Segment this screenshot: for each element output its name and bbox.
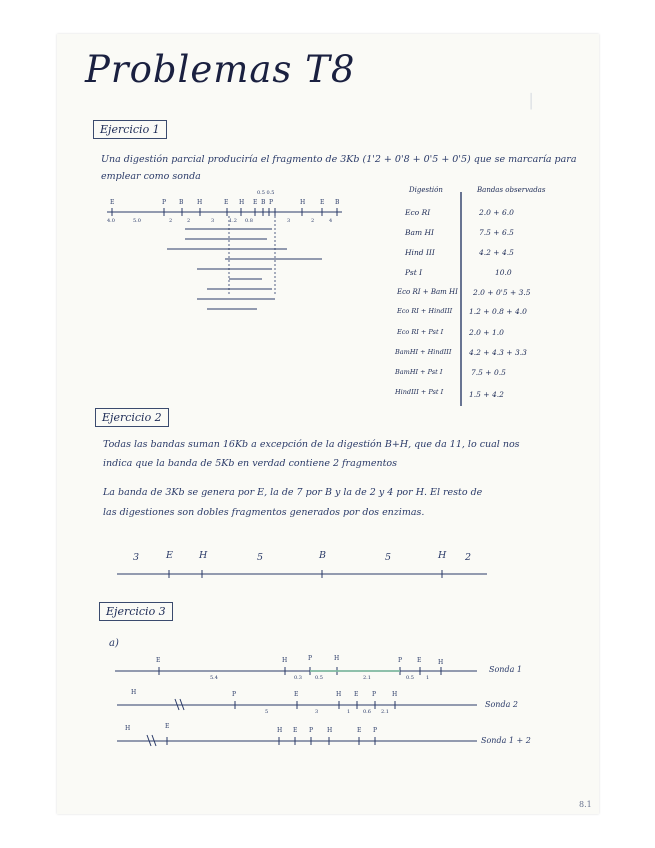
- ex1-distance-label: 2: [311, 218, 315, 224]
- table-header-digestion: Digestión: [409, 186, 443, 194]
- ex3-row3-site: H: [277, 727, 283, 734]
- ex3-probe-2-label: Sonda 2: [485, 700, 518, 709]
- ex3-row1-distance: 2.1: [363, 675, 371, 681]
- ex1-site-label: E: [110, 199, 115, 206]
- ex1-site-label: B: [179, 199, 184, 206]
- ex1-distance-label: 4: [329, 218, 333, 224]
- table-bands-cell: 4.2 + 4.5: [479, 248, 514, 257]
- ex3-row2-distance: 2.1: [381, 709, 389, 715]
- ex2-map-label: H: [438, 550, 447, 561]
- table-digestion-cell: Eco RI + Pst I: [397, 328, 444, 336]
- notebook-page: [57, 34, 599, 814]
- page-number: 8.1: [579, 800, 592, 809]
- ex1-text-line-1: Una digestión parcial produciría el fragmento de 3Kb (1'2 + 0'8 + 0'5 + 0'5) que se marcaría para: [101, 154, 577, 165]
- ex3-row1-distance: 0.5: [315, 675, 323, 681]
- bleed-through-mark: │: [527, 94, 536, 110]
- ex3-row1-site: H: [282, 657, 288, 664]
- ex2-map-label: 3: [133, 552, 140, 563]
- ex3-row1-site: H: [438, 659, 444, 666]
- ex1-distance-label: 3: [287, 218, 291, 224]
- ex3-probe-1-label: Sonda 1: [489, 665, 522, 674]
- ex2-text-line-4: las digestiones son dobles fragmentos generados por dos enzimas.: [103, 507, 425, 518]
- table-header-bands: Bandas observadas: [477, 186, 546, 194]
- ex1-map-mini-label: 0.5 0.5: [257, 190, 275, 196]
- table-digestion-cell: Eco RI: [405, 208, 431, 217]
- table-bands-cell: 2.0 + 6.0: [479, 208, 514, 217]
- ex3-row3-site: E: [357, 727, 362, 734]
- ex3-row1-distance: 0.3: [294, 675, 302, 681]
- ex1-site-label: E: [224, 199, 229, 206]
- table-digestion-cell: Bam HI: [405, 228, 434, 237]
- table-bands-cell: 7.5 + 6.5: [479, 228, 514, 237]
- ex3-row2-distance: 1: [347, 709, 351, 715]
- ex1-site-label: E: [253, 199, 258, 206]
- ex1-text-line-2: emplear como sonda: [101, 171, 201, 182]
- table-bands-cell: 2.0 + 0'5 + 3.5: [473, 288, 531, 297]
- ex2-text-line-2: indica que la banda de 5Kb en verdad contiene 2 fragmentos: [103, 458, 397, 469]
- ex2-map-label: H: [199, 550, 208, 561]
- ex1-distance-label: 4.0: [107, 218, 115, 224]
- table-digestion-cell: HindIII + Pst I: [395, 388, 444, 396]
- ex3-row1-site: P: [308, 655, 313, 662]
- ex2-map-label: B: [319, 550, 326, 561]
- ex3-row1-distance: 0.5: [406, 675, 414, 681]
- ex2-map-label: 5: [385, 552, 392, 563]
- ex1-distance-label: 1.2: [229, 218, 237, 224]
- ex3-row1-site: P: [398, 657, 403, 664]
- ex1-site-label: H: [197, 199, 203, 206]
- ex3-row2-site: E: [354, 691, 359, 698]
- table-bands-cell: 4.2 + 4.3 + 3.3: [469, 348, 527, 357]
- ex1-site-label: E: [320, 199, 325, 206]
- ex3-row2-site: H: [131, 689, 137, 696]
- ex3-row1-site: E: [417, 657, 422, 664]
- ex1-site-label: B: [335, 199, 340, 206]
- ex3-row3-site: P: [373, 727, 378, 734]
- exercise-2-heading: Ejercicio 2: [95, 408, 169, 427]
- ex3-row2-distance: 5: [265, 709, 269, 715]
- page-title: Problemas T8: [85, 48, 356, 91]
- ex1-distance-label: 0.8: [245, 218, 253, 224]
- ex3-row1-site: H: [334, 655, 340, 662]
- ex2-map-label: 5: [257, 552, 264, 563]
- table-digestion-cell: BamHI + HindIII: [395, 348, 452, 356]
- ex3-row3-site: P: [309, 727, 314, 734]
- ex3-row2-site: E: [294, 691, 299, 698]
- ex3-row2-distance: 3: [315, 709, 319, 715]
- ex2-map-label: E: [166, 550, 173, 561]
- table-digestion-cell: Eco RI + HindIII: [397, 307, 453, 315]
- ex2-map-label: 2: [465, 552, 472, 563]
- table-bands-cell: 2.0 + 1.0: [469, 328, 504, 337]
- ex2-text-line-1: Todas las bandas suman 16Kb a excepción de la digestión B+H, que da 11, lo cual nos: [103, 439, 520, 450]
- ex3-row2-distance: 0.6: [363, 709, 371, 715]
- ex1-distance-label: 5.0: [133, 218, 141, 224]
- table-digestion-cell: Hind III: [405, 248, 435, 257]
- ex1-site-label: P: [162, 199, 167, 206]
- table-bands-cell: 1.5 + 4.2: [469, 390, 504, 399]
- ex3-row3-site: H: [125, 725, 131, 732]
- table-digestion-cell: Pst I: [405, 268, 423, 277]
- ex3-row1-site: E: [156, 657, 161, 664]
- table-bands-cell: 7.5 + 0.5: [471, 368, 506, 377]
- ex3-row3-site: E: [293, 727, 298, 734]
- ex1-site-label: P: [269, 199, 274, 206]
- table-bands-cell: 1.2 + 0.8 + 4.0: [469, 307, 527, 316]
- ex3-part-a: a): [109, 638, 119, 649]
- exercise-1-heading: Ejercicio 1: [93, 120, 167, 139]
- ex1-distance-label: 2: [187, 218, 191, 224]
- ex1-site-label: B: [261, 199, 266, 206]
- ex3-row1-distance: 5.4: [210, 675, 218, 681]
- ex2-text-line-3: La banda de 3Kb se genera por E, la de 7 por B y la de 2 y 4 por H. El resto de: [103, 487, 483, 498]
- ex3-row2-site: P: [232, 691, 237, 698]
- ex1-site-label: H: [300, 199, 306, 206]
- ex1-distance-label: 2: [169, 218, 173, 224]
- ex3-row2-site: H: [392, 691, 398, 698]
- ex3-row1-distance: 1: [426, 675, 430, 681]
- table-bands-cell: 10.0: [495, 268, 512, 277]
- ex3-row2-site: P: [372, 691, 377, 698]
- ex3-row3-site: E: [165, 723, 170, 730]
- table-digestion-cell: Eco RI + Bam HI: [397, 288, 458, 296]
- ex1-distance-label: 3: [211, 218, 215, 224]
- ex3-row2-site: H: [336, 691, 342, 698]
- ex3-row3-site: H: [327, 727, 333, 734]
- exercise-3-heading: Ejercicio 3: [99, 602, 173, 621]
- table-digestion-cell: BamHI + Pst I: [395, 368, 443, 376]
- ex1-site-label: H: [239, 199, 245, 206]
- ex3-probe-1-2-label: Sonda 1 + 2: [481, 736, 531, 745]
